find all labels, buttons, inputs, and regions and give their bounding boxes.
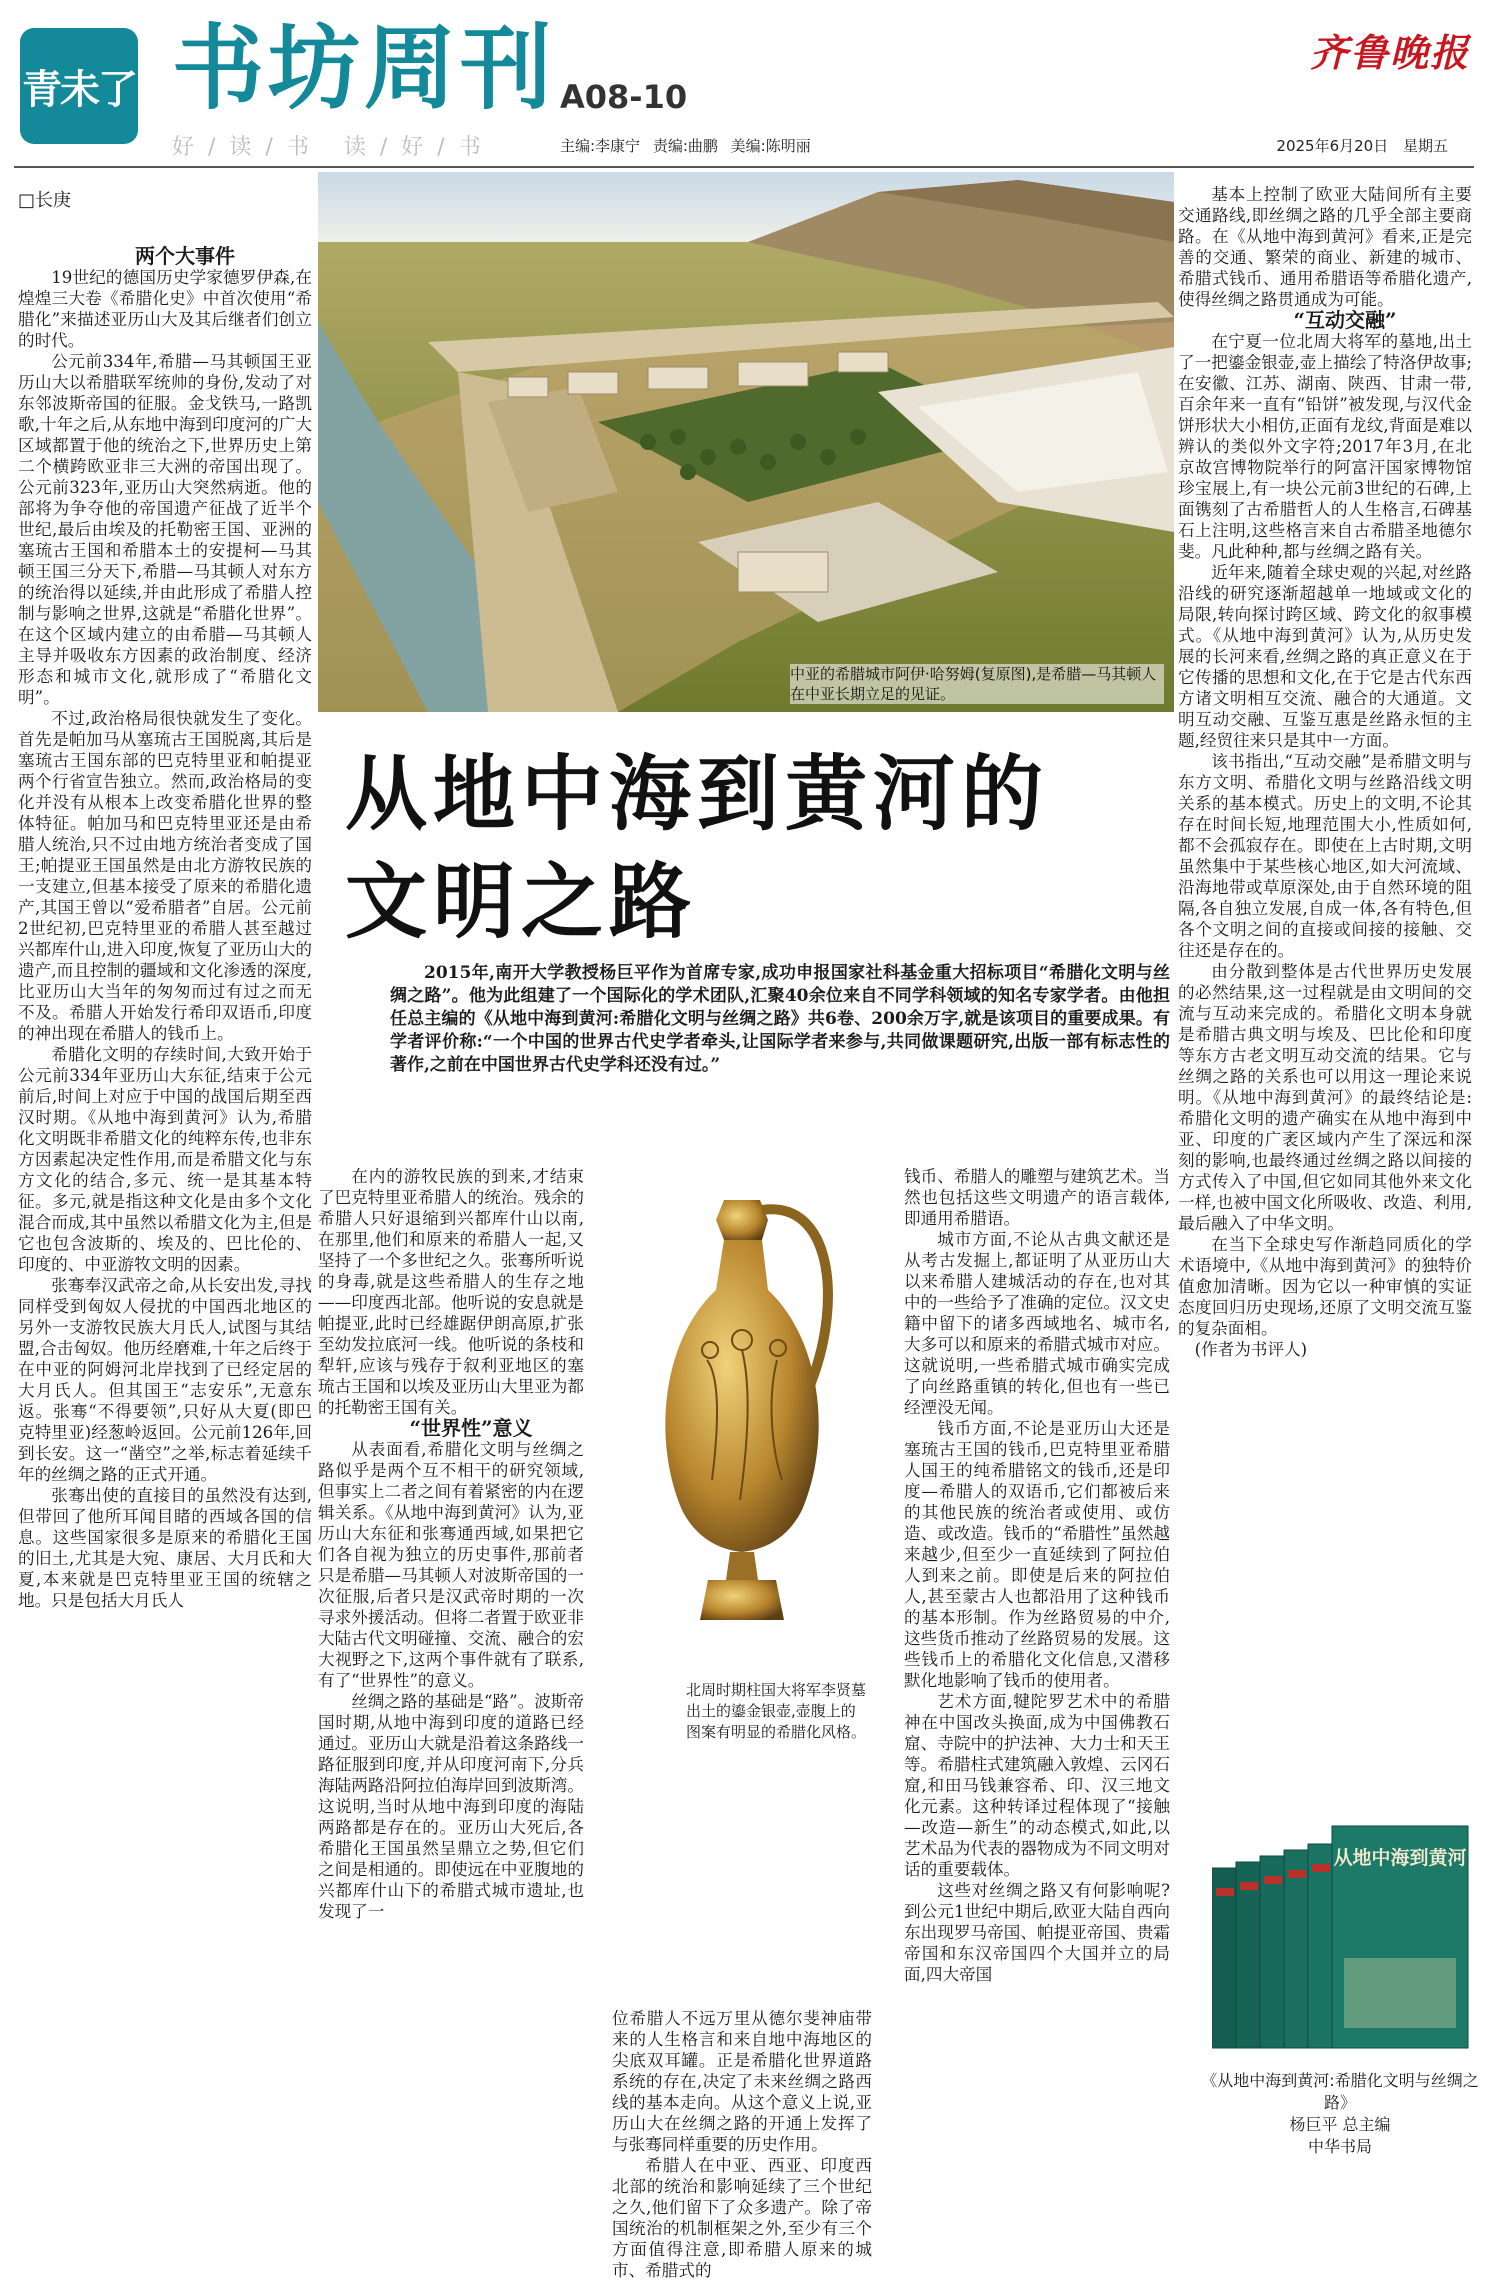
byline: □长庚 — [18, 190, 72, 211]
book-set-image — [1212, 1818, 1472, 2058]
headline — [345, 740, 1049, 956]
ewer-caption: 北周时期柱国大将军李贤墓出土的鎏金银壶,壶腹上的图案有明显的希腊化风格。 — [686, 1681, 867, 1741]
page-code: A08-10 — [560, 78, 688, 116]
author-note: (作者为书评人) — [1194, 1340, 1308, 1359]
paragraph: 在当下全球史写作渐趋同质化的学术语境中,《从地中海到黄河》的独特价值愈加清晰。因为它以一种审慎的实证态度回归历史现场,还原了文明交流互鉴的复杂面相。 — [1178, 1235, 1472, 1338]
paragraph: 由分散到整体是古代世界历史发展的必然结果,这一过程就是由文明间的交流与互动来完成的。希腊化文明本身就是希腊古典文明与埃及、巴比伦和印度等东方古老文明互动交流的结果。它与丝绸之路的关系也可以用这一理论来说明。《从地中海到黄河》的最终结论是:希腊化文明的遗产确实在从地中海到中亚、印度的广袤区域内产生了深远和深刻的影响,也最终通过丝绸之路以间接的方式传入了中国,但它如同其他外来文化一样,也被中国文化所吸收、改造、利用,最后融入了中华文明。 — [1178, 962, 1472, 1233]
paragraph: 近年来,随着全球史观的兴起,对丝路沿线的研究逐渐超越单一地域或文化的局限,转向探讨跨区域、跨文化的叙事模式。《从地中海到黄河》认为,从历史发展的长河来看,丝绸之路的真正意义在于它传播的思想和文化,在于它是古代东西方诸文明相互交流、融合的大通道。文明互动交融、互鉴互惠是丝路永恒的主题,经贸往来只是其中一方面。 — [1178, 563, 1472, 750]
subheading-interaction: “互动交融” — [1293, 308, 1397, 332]
book-title: 《从地中海到黄河:希腊化文明与丝绸之路》 — [1201, 2071, 1479, 2112]
paragraph: 这些对丝绸之路又有何影响呢?到公元1世纪中期后,欧亚大陆自西向东出现罗马帝国、帕提亚帝国、贵霜帝国和东汉帝国四个大国并立的局面,四大帝国 — [904, 1881, 1170, 1984]
text-column-2 — [318, 1166, 584, 1922]
paragraph: 张骞出使的直接目的虽然没有达到,但带回了他所耳闻目睹的西域各国的信息。这些国家很多是原来的希腊化王国的旧土,尤其是大宛、康居、大月氏和大夏,本来就是巴克特里亚王国的统辖之地。只是包括大月氏人 — [18, 1486, 312, 1610]
gilded-silver-ewer-image — [612, 1180, 872, 1666]
book-cover-title: 从地中海到黄河 — [1333, 1847, 1467, 1869]
paragraph: 希腊化文明的存续时间,大致开始于公元前334年亚历山大东征,结束于公元前后,时间上对应于中国的战国后期至西汉时期。《从地中海到黄河》认为,希腊化文明既非希腊文化的纯粹东传,也非东方因素起决定性作用,而是希腊文化与东方文化的结合,多元、统一是其基本特征。多元,就是指这种文化是由多个文化混合而成,其中虽然以希腊文化为主,但是它也包含波斯的、埃及的、巴比伦的、印度的、中亚游牧文明的因素。 — [18, 1045, 312, 1274]
paragraph: 在内的游牧民族的到来,才结束了巴克特里亚希腊人的统治。残余的希腊人只好退缩到兴都库什山以南,在那里,他们和原来的希腊人一起,又坚持了一个多世纪之久。张骞所听说的身毒,就是这些希腊人的生存之地——印度西北部。他听说的安息就是帕提亚,此时已经雄踞伊朗高原,扩张至幼发拉底河一线。他听说的条枝和犁轩,应该与残存于叙利亚地区的塞琉古王国和以埃及亚历山大里亚为都的托勒密王国有关。 — [318, 1167, 584, 1417]
headline-line-1: 从地中海到黄河的 — [345, 746, 1050, 842]
book-publisher: 中华书局 — [1307, 2137, 1372, 2156]
city-illustration — [318, 172, 1174, 712]
text-column-4 — [904, 1166, 1170, 1985]
paragraph: 在宁夏一位北周大将军的墓地,出土了一把鎏金银壶,壶上描绘了特洛伊故事;在安徽、江苏、湖南、陕西、甘肃一带,百余年来一直有“铅饼”被发现,与汉代金饼形状大小相仿,正面有龙纹,背面是难以辨认的类似外文字符;2017年3月,在北京故宫博物院举行的阿富汗国家博物馆珍宝展上,有一块公元前3世纪的石碑,上面镌刻了古希腊哲人的人生格言,石碑基石上注明,这些格言来自古希腊圣地德尔斐。凡此种种,都与丝绸之路有关。 — [1178, 332, 1472, 561]
paragraph: 公元前334年,希腊—马其顿国王亚历山大以希腊联军统帅的身份,发动了对东邻波斯帝国的征服。金戈铁马,一路凯歌,十年之后,从东地中海到印度河的广大区域都置于他的统治之下,世界历史上第二个横跨欧亚非三大洲的帝国出现了。公元前323年,亚历山大突然病逝。他的部将为争夺他的帝国遗产征战了近半个世纪,最后由埃及的托勒密王国、亚洲的塞琉古王国和希腊本土的安提柯—马其顿王国三分天下,希腊—马其顿人对东方的统治得以延续,并由此形成了希腊人控制与影响之世界,这就是“希腊化世界”。在这个区域内建立的由希腊—马其顿人主导并吸收东方因素的政治制度、经济形态和城市文化,就形成了“希腊化文明”。 — [18, 352, 312, 707]
lead-paragraph: 2015年,南开大学教授杨巨平作为首席专家,成功申报国家社科基金重大招标项目“希腊化文明与丝绸之路”。他为此组建了一个国际化的学术团队,汇聚40余位来自不同学科领域的知名专家学者。由他担任总主编的《从地中海到黄河:希腊化文明与丝绸之路》共6卷、200余万字,就是该项目的重要成果。有学者评价称:“一个中国的世界古代史学者牵头,让国际学者来参与,共同做课题研究,出版一部有标志性的著作,之前在中国世界古代史学科还没有过。” — [390, 963, 1170, 1075]
paragraph: 从表面看,希腊化文明与丝绸之路似乎是两个互不相干的研究领域,但事实上二者之间有着紧密的内在逻辑关系。《从地中海到黄河》认为,亚历山大东征和张骞通西域,如果把它们各自视为独立的历史事件,那前者只是希腊—马其顿人对波斯帝国的一次征服,后者只是汉武帝时期的一次寻求外援活动。但将二者置于欧亚非大陆古代文明碰撞、交流、融合的宏大视野之下,这两个事件就有了联系,有了“世界性”的意义。 — [318, 1440, 584, 1690]
paragraph: 该书指出,“互动交融”是希腊文明与东方文明、希腊化文明与丝路沿线文明关系的基本模式。历史上的文明,不论其存在时间长短,地理范围大小,性质如何,都不会孤寂存在。即使在上古时期,文明虽然集中于某些核心地区,如大河流域、沿海地带或草原深处,由于自然环境的阻隔,各自独立发展,自成一体,各有特色,但各个文明之间的直接或间接的接触、交往还是存在的。 — [1178, 752, 1472, 960]
photo-caption: 中亚的希腊城市阿伊·哈努姆(复原图),是希腊—马其顿人在中亚长期立足的见证。 — [790, 664, 1164, 704]
book-set-illustration — [1212, 1818, 1472, 2058]
editor-credits: 主编:李康宁 责编:曲鹏 美编:陈明丽 — [560, 137, 811, 155]
paragraph: 张骞奉汉武帝之命,从长安出发,寻找同样受到匈奴人侵扰的中国西北地区的另外一支游牧民族大月氏人,试图与其结盟,合击匈奴。他历经磨难,十年之后终于在中亚的阿姆河北岸找到了已经定居的大月氏人。但其国王“志安乐”,无意东返。张骞“不得要领”,只好从大夏(即巴克特里亚)经葱岭返回。公元前126年,回到长安。这一“凿空”之举,标志着延续千年的丝绸之路的正式开通。 — [18, 1276, 312, 1484]
paragraph: 丝绸之路的基础是“路”。波斯帝国时期,从地中海到印度的道路已经通过。亚历山大就是沿着这条路线一路征服到印度,并从印度河南下,分兵海陆两路沿阿拉伯海岸回到波斯湾。这说明,当时从地中海到印度的海陆两路都是存在的。亚历山大死后,各希腊化王国虽然呈鼎立之势,但它们之间是相通的。即使远在中亚腹地的兴都库什山下的希腊式城市遗址,也发现了一 — [318, 1692, 584, 1921]
subheading-world-significance: “世界性”意义 — [409, 1416, 533, 1440]
book-caption — [1200, 2070, 1480, 2158]
text-column-5 — [1178, 184, 1472, 1360]
slogan: 好/读/书 读/好/书 — [172, 135, 495, 160]
masthead: 书坊周刊 — [172, 15, 557, 122]
publication-date: 2025年6月20日 星期五 — [1276, 137, 1448, 155]
headline-line-2: 文明之路 — [345, 854, 698, 950]
subheading-two-events: 两个大事件 — [135, 244, 235, 268]
text-column-1 — [18, 246, 312, 1611]
column-logo: 青未了 — [20, 28, 138, 144]
header-rule — [14, 166, 1474, 168]
paragraph: 希腊人在中亚、西亚、印度西北部的统治和影响延续了三个世纪之久,他们留下了众多遗产。除了帝国统治的机制框架之外,至少有三个方面值得注意,即希腊人原来的城市、希腊式的 — [612, 2156, 872, 2280]
paragraph: 城市方面,不论从古典文献还是从考古发掘上,都证明了从亚历山大以来希腊人建城活动的存在,也对其中的一些给予了准确的定位。汉文史籍中留下的诸多西域地名、城市名,大多可以和原来的希腊式城市对应。这就说明,一些希腊式城市确实完成了向丝路重镇的转化,但也有一些已经湮没无闻。 — [904, 1230, 1170, 1417]
paragraph: 钱币、希腊人的雕塑与建筑艺术。当然也包括这些文明遗产的语言载体,即通用希腊语。 — [904, 1167, 1170, 1228]
paragraph: 19世纪的德国历史学家德罗伊森,在煌煌三大卷《希腊化史》中首次使用“希腊化”来描述亚历山大及其后继者们创立的时代。 — [18, 268, 312, 350]
city-reconstruction-image — [318, 172, 1174, 712]
paragraph: 位希腊人不远万里从德尔斐神庙带来的人生格言和来自地中海地区的尖底双耳罐。正是希腊化世界道路系统的存在,决定了未来丝绸之路西线的基本走向。从这个意义上说,亚历山大在丝绸之路的开通上发挥了与张骞同样重要的历史作用。 — [612, 2009, 872, 2154]
ewer-illustration — [612, 1180, 872, 1666]
paragraph: 不过,政治格局很快就发生了变化。首先是帕加马从塞琉古王国脱离,其后是塞琉古王国东部的巴克特里亚和帕提亚两个行省宣告独立。然而,政治格局的变化并没有从根本上改变希腊化世界的整体特征。帕加马和巴克特里亚还是由希腊人统治,只不过由地方统治者变成了国王;帕提亚王国虽然是由北方游牧民族的一支建立,但基本接受了原来的希腊化遗产,其国王曾以“爱希腊者”自居。公元前2世纪初,巴克特里亚的希腊人甚至越过兴都库什山,进入印度,恢复了亚历山大的遗产,而且控制的疆域和文化渗透的深度,比亚历山大当年的匆匆而过有过之而无不及。希腊人开始发行希印双语币,印度的神出现在希腊人的钱币上。 — [18, 709, 312, 1043]
book-editor: 杨巨平 总主编 — [1289, 2115, 1391, 2134]
text-column-3 — [612, 2008, 872, 2281]
paragraph: 艺术方面,犍陀罗艺术中的希腊神在中国改头换面,成为中国佛教石窟、寺院中的护法神、大力士和天王等。希腊柱式建筑融入敦煌、云冈石窟,和田马钱兼容希、印、汉三地文化元素。这种转译过程体现了“接触—改造—新生”的动态模式,如此,以艺术品为代表的器物成为不同文明对话的重要载体。 — [904, 1692, 1170, 1879]
newspaper-logo: 齐鲁晚报 — [1309, 30, 1470, 75]
paragraph: 基本上控制了欧亚大陆间所有主要交通路线,即丝绸之路的几乎全部主要商路。在《从地中海到黄河》看来,正是完善的交通、繁荣的商业、新建的城市、希腊式钱币、通用希腊语等希腊化遗产,使得丝绸之路贯通成为可能。 — [1178, 185, 1472, 309]
paragraph: 钱币方面,不论是亚历山大还是塞琉古王国的钱币,巴克特里亚希腊人国王的纯希腊铭文的钱币,还是印度—希腊人的双语币,它们都被后来的其他民族的统治者或使用、或仿造、或改造。钱币的“希腊性”虽然越来越少,但至少一直延续到了阿拉伯人到来之前。即使是后来的阿拉伯人,甚至蒙古人也都沿用了这种钱币的基本形制。作为丝路贸易的中介,这些货币推动了丝路贸易的发展。这些钱币上的希腊化文化信息,又潜移默化地影响了钱币的使用者。 — [904, 1419, 1170, 1690]
